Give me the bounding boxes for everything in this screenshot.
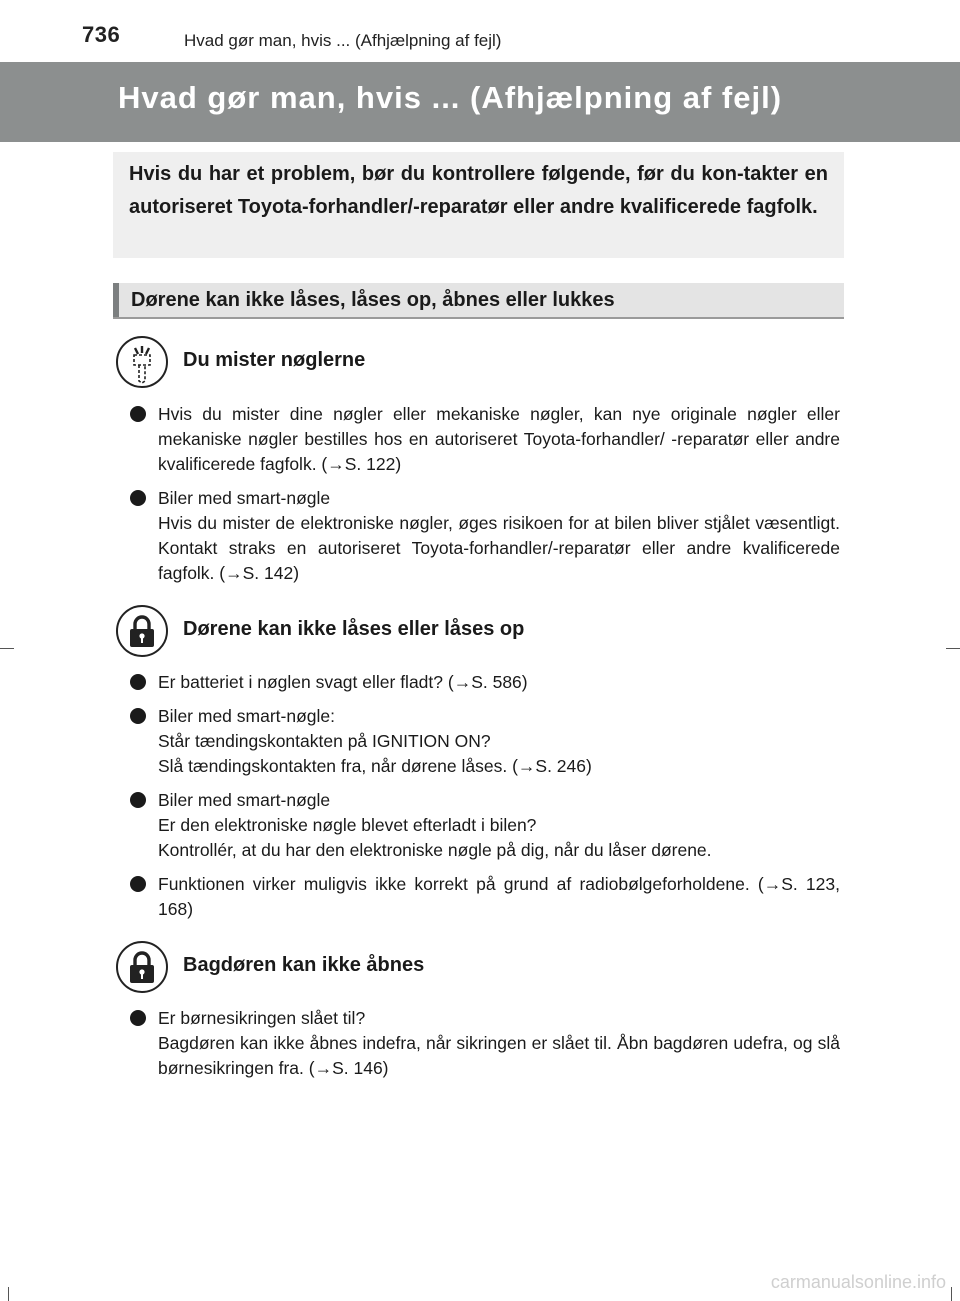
bullet-text: Er den elektroniske nøgle blevet efterladt i bilen? [158, 815, 537, 835]
chapter-title: Hvad gør man, hvis ... (Afhjælpning af fejl) [118, 80, 783, 115]
bullet-dot [130, 490, 146, 506]
topic-title: Du mister nøglerne [183, 349, 366, 371]
topic-lost-keys [116, 336, 836, 392]
bullet-text: Hvis du mister dine nøgler eller mekaniske nøgler, kan nye originale nøgler eller mekaniske nøgler bestilles hos en autoriseret Toyota-forhandler/ -reparatør eller andre kvalificerede fagfolk. (→S. 122) [158, 404, 840, 474]
intro-box [113, 152, 844, 258]
intro-text: Hvis du har et problem, bør du kontrollere følgende, før du kon-takter en autoriseret Toyota-forhandler/-reparatør eller andre kvalificerede fagfolk. [129, 163, 828, 218]
bullet-dot [130, 406, 146, 422]
bullet-text: Slå tændingskontakten fra, når dørene låses. (→S. 246) [158, 756, 592, 776]
section-heading-bar [113, 283, 119, 317]
bullet-text: Er børnesikringen slået til? [158, 1008, 366, 1028]
section-heading [113, 283, 844, 319]
crop-mark [8, 1287, 9, 1301]
bullet-text: Biler med smart-nøgle [158, 790, 331, 810]
bullet-dot [130, 792, 146, 808]
page-number: 736 [82, 22, 121, 47]
crop-mark [951, 1287, 952, 1301]
bullet-text: Er batteriet i nøglen svagt eller fladt? (→S. 586) [158, 672, 528, 692]
crop-mark [0, 648, 14, 649]
padlock-icon [116, 605, 168, 657]
topic-doors-lock [116, 605, 836, 661]
bullet-text: Bagdøren kan ikke åbnes indefra, når sikringen er slået til. Åbn bagdøren udefra, og slå børnesikringen fra. (→S. 146) [158, 1033, 840, 1078]
page-header [0, 0, 960, 62]
bullet-text: Hvis du mister de elektroniske nøgler, øges risikoen for at bilen bliver stjålet væsentligt. Kontakt straks en autoriseret Toyota-forhandler/-reparatør eller andre kvalificerede fagfolk. (→S. 142) [158, 513, 840, 583]
padlock-icon [116, 941, 168, 993]
topic-title: Dørene kan ikke låses eller låses op [183, 618, 525, 640]
key-icon [116, 336, 168, 388]
bullet-text: Funktionen virker muligvis ikke korrekt på grund af radiobølgeforholdene. (→S. 123, 168) [158, 874, 840, 919]
watermark: carmanualsonline.info [770, 1272, 946, 1292]
bullet-text: Kontrollér, at du har den elektroniske nøgle på dig, når du låser dørene. [158, 840, 712, 860]
topic-title: Bagdøren kan ikke åbnes [183, 954, 425, 976]
bullet-dot [130, 1010, 146, 1026]
bullet-dot [130, 674, 146, 690]
bullet-dot [130, 708, 146, 724]
bullet-text: Står tændingskontakten på IGNITION ON? [158, 731, 491, 751]
bullet-text: Biler med smart-nøgle: [158, 706, 335, 726]
bullet-text: Biler med smart-nøgle [158, 488, 331, 508]
topic-back-door [116, 941, 836, 997]
section-heading-title: Dørene kan ikke låses, låses op, åbnes eller lukkes [131, 289, 615, 311]
running-head: Hvad gør man, hvis ... (Afhjælpning af fejl) [184, 31, 502, 50]
bullet-dot [130, 876, 146, 892]
crop-mark [946, 648, 960, 649]
